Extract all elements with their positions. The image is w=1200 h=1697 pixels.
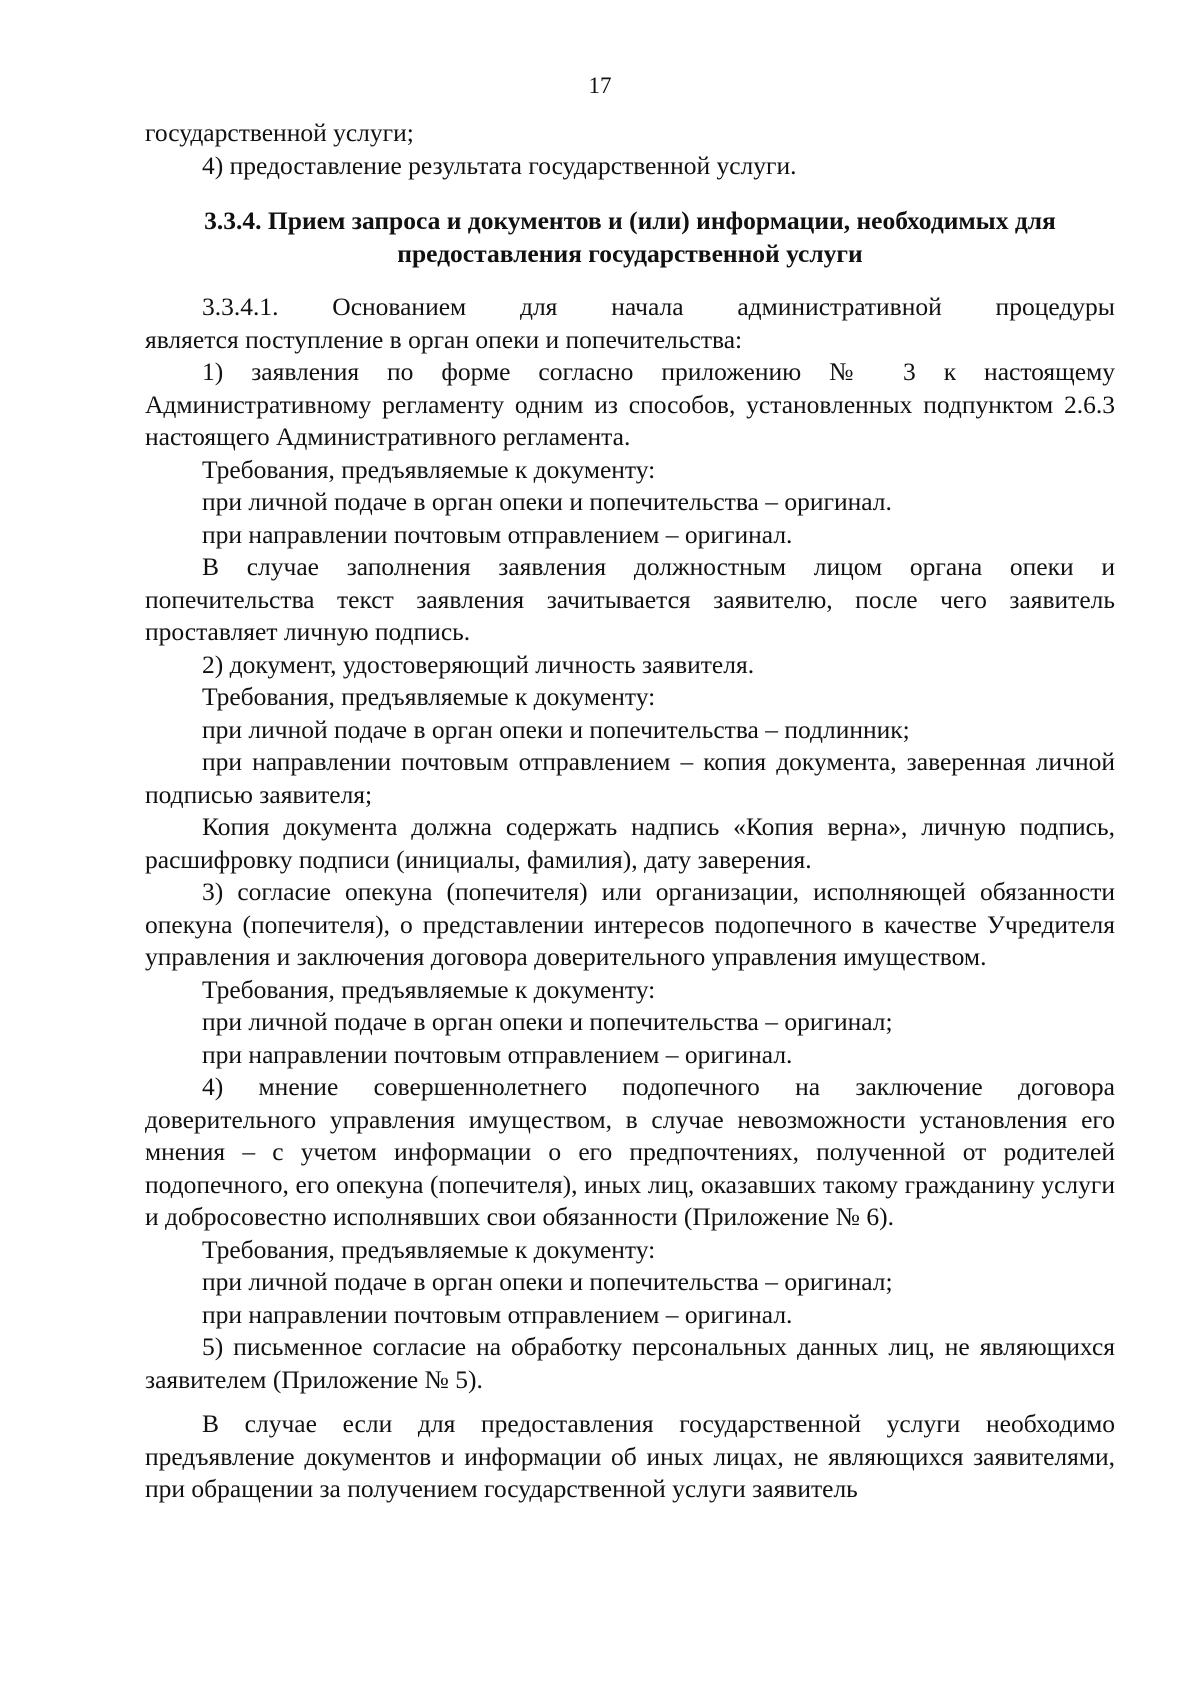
list-item: 4) мнение совершеннолетнего подопечного на заключение договора доверительного управления имуществом, в случае невозможности установления его мнения – с учетом информации о его предпочтениях, полученной от родителей подопечного, его опекуна (попечителя), иных лиц, оказавших такому гражданину услуги и добросовестно исполнявших свои обязанности (Приложение № 6).	[145, 1072, 1115, 1231]
list-item: 2) документ, удостоверяющий личность заявителя.	[202, 649, 755, 679]
section-heading-line: предоставления государственной услуги	[397, 238, 863, 268]
clause-first-line	[145, 291, 1115, 324]
paragraph: при личной подаче в орган опеки и попечительства – оригинал;	[202, 1007, 893, 1036]
list-item: 5) письменное согласие на обработку персональных данных лиц, не являющихся заявителем (Приложение № 5).	[145, 1332, 1115, 1394]
paragraph: при личной подаче в орган опеки и попечительства – подлинник;	[202, 714, 910, 744]
list-item: 4) предоставление результата государственной услуги.	[202, 150, 797, 180]
paragraph: В случае если для предоставления государственной услуги необходимо предъявление документов и информации об иных лицах, не являющихся заявителями, при обращении за получением государственной услуги заявитель	[145, 1409, 1115, 1503]
paragraph: при направлении почтовым отправлением – оригинал.	[202, 1039, 793, 1069]
paragraph: Требования, предъявляемые к документу:	[202, 682, 656, 711]
paragraph: является поступление в орган опеки и попечительства:	[145, 324, 743, 354]
list-item: 3) согласие опекуна (попечителя) или организации, исполняющей обязанности опекуна (попечителя), о представлении интересов подопечного в качестве Учредителя управления и заключения договора доверительного управления имуществом.	[145, 877, 1115, 971]
paragraph: при личной подаче в орган опеки и попечительства – оригинал;	[202, 1267, 893, 1296]
paragraph: Копия документа должна содержать надпись «Копия верна», личную подпись, расшифровку подписи (инициалы, фамилия), дату заверения.	[145, 812, 1115, 874]
paragraph: В случае заполнения заявления должностным лицом органа опеки и попечительства текст заявления зачитывается заявителю, после чего заявитель проставляет личную подпись.	[145, 552, 1115, 646]
paragraph: при направлении почтовым отправлением – копия документа, заверенная личной подписью заявителя;	[145, 747, 1115, 809]
paragraph: Требования, предъявляемые к документу:	[202, 1234, 656, 1264]
section-heading-line: 3.3.4. Прием запроса и документов и (или) информации, необходимых для	[204, 206, 1056, 235]
clause-word: административной	[737, 292, 942, 321]
clause-number: 3.3.4.1.	[202, 292, 279, 321]
clause-word: Основанием	[332, 292, 467, 321]
paragraph: Требования, предъявляемые к документу:	[202, 974, 656, 1004]
list-item: 1) заявления по форме согласно приложению № 3 к настоящему Административному регламенту одним из способов, установленных подпунктом 2.6.3 настоящего Административного регламента.	[145, 357, 1115, 451]
clause-word: начала	[611, 292, 684, 321]
section-heading	[145, 205, 1115, 270]
page-number: 17	[588, 73, 612, 98]
paragraph: при направлении почтовым отправлением – оригинал.	[202, 519, 793, 549]
document-body	[145, 117, 1115, 1506]
paragraph: при личной подаче в орган опеки и попечительства – оригинал.	[202, 487, 892, 516]
clause-word: процедуры	[995, 292, 1115, 321]
text-line: государственной услуги;	[145, 118, 414, 147]
paragraph: при направлении почтовым отправлением – оригинал.	[202, 1299, 793, 1329]
paragraph: Требования, предъявляемые к документу:	[202, 454, 656, 484]
clause-word: для	[519, 292, 558, 321]
